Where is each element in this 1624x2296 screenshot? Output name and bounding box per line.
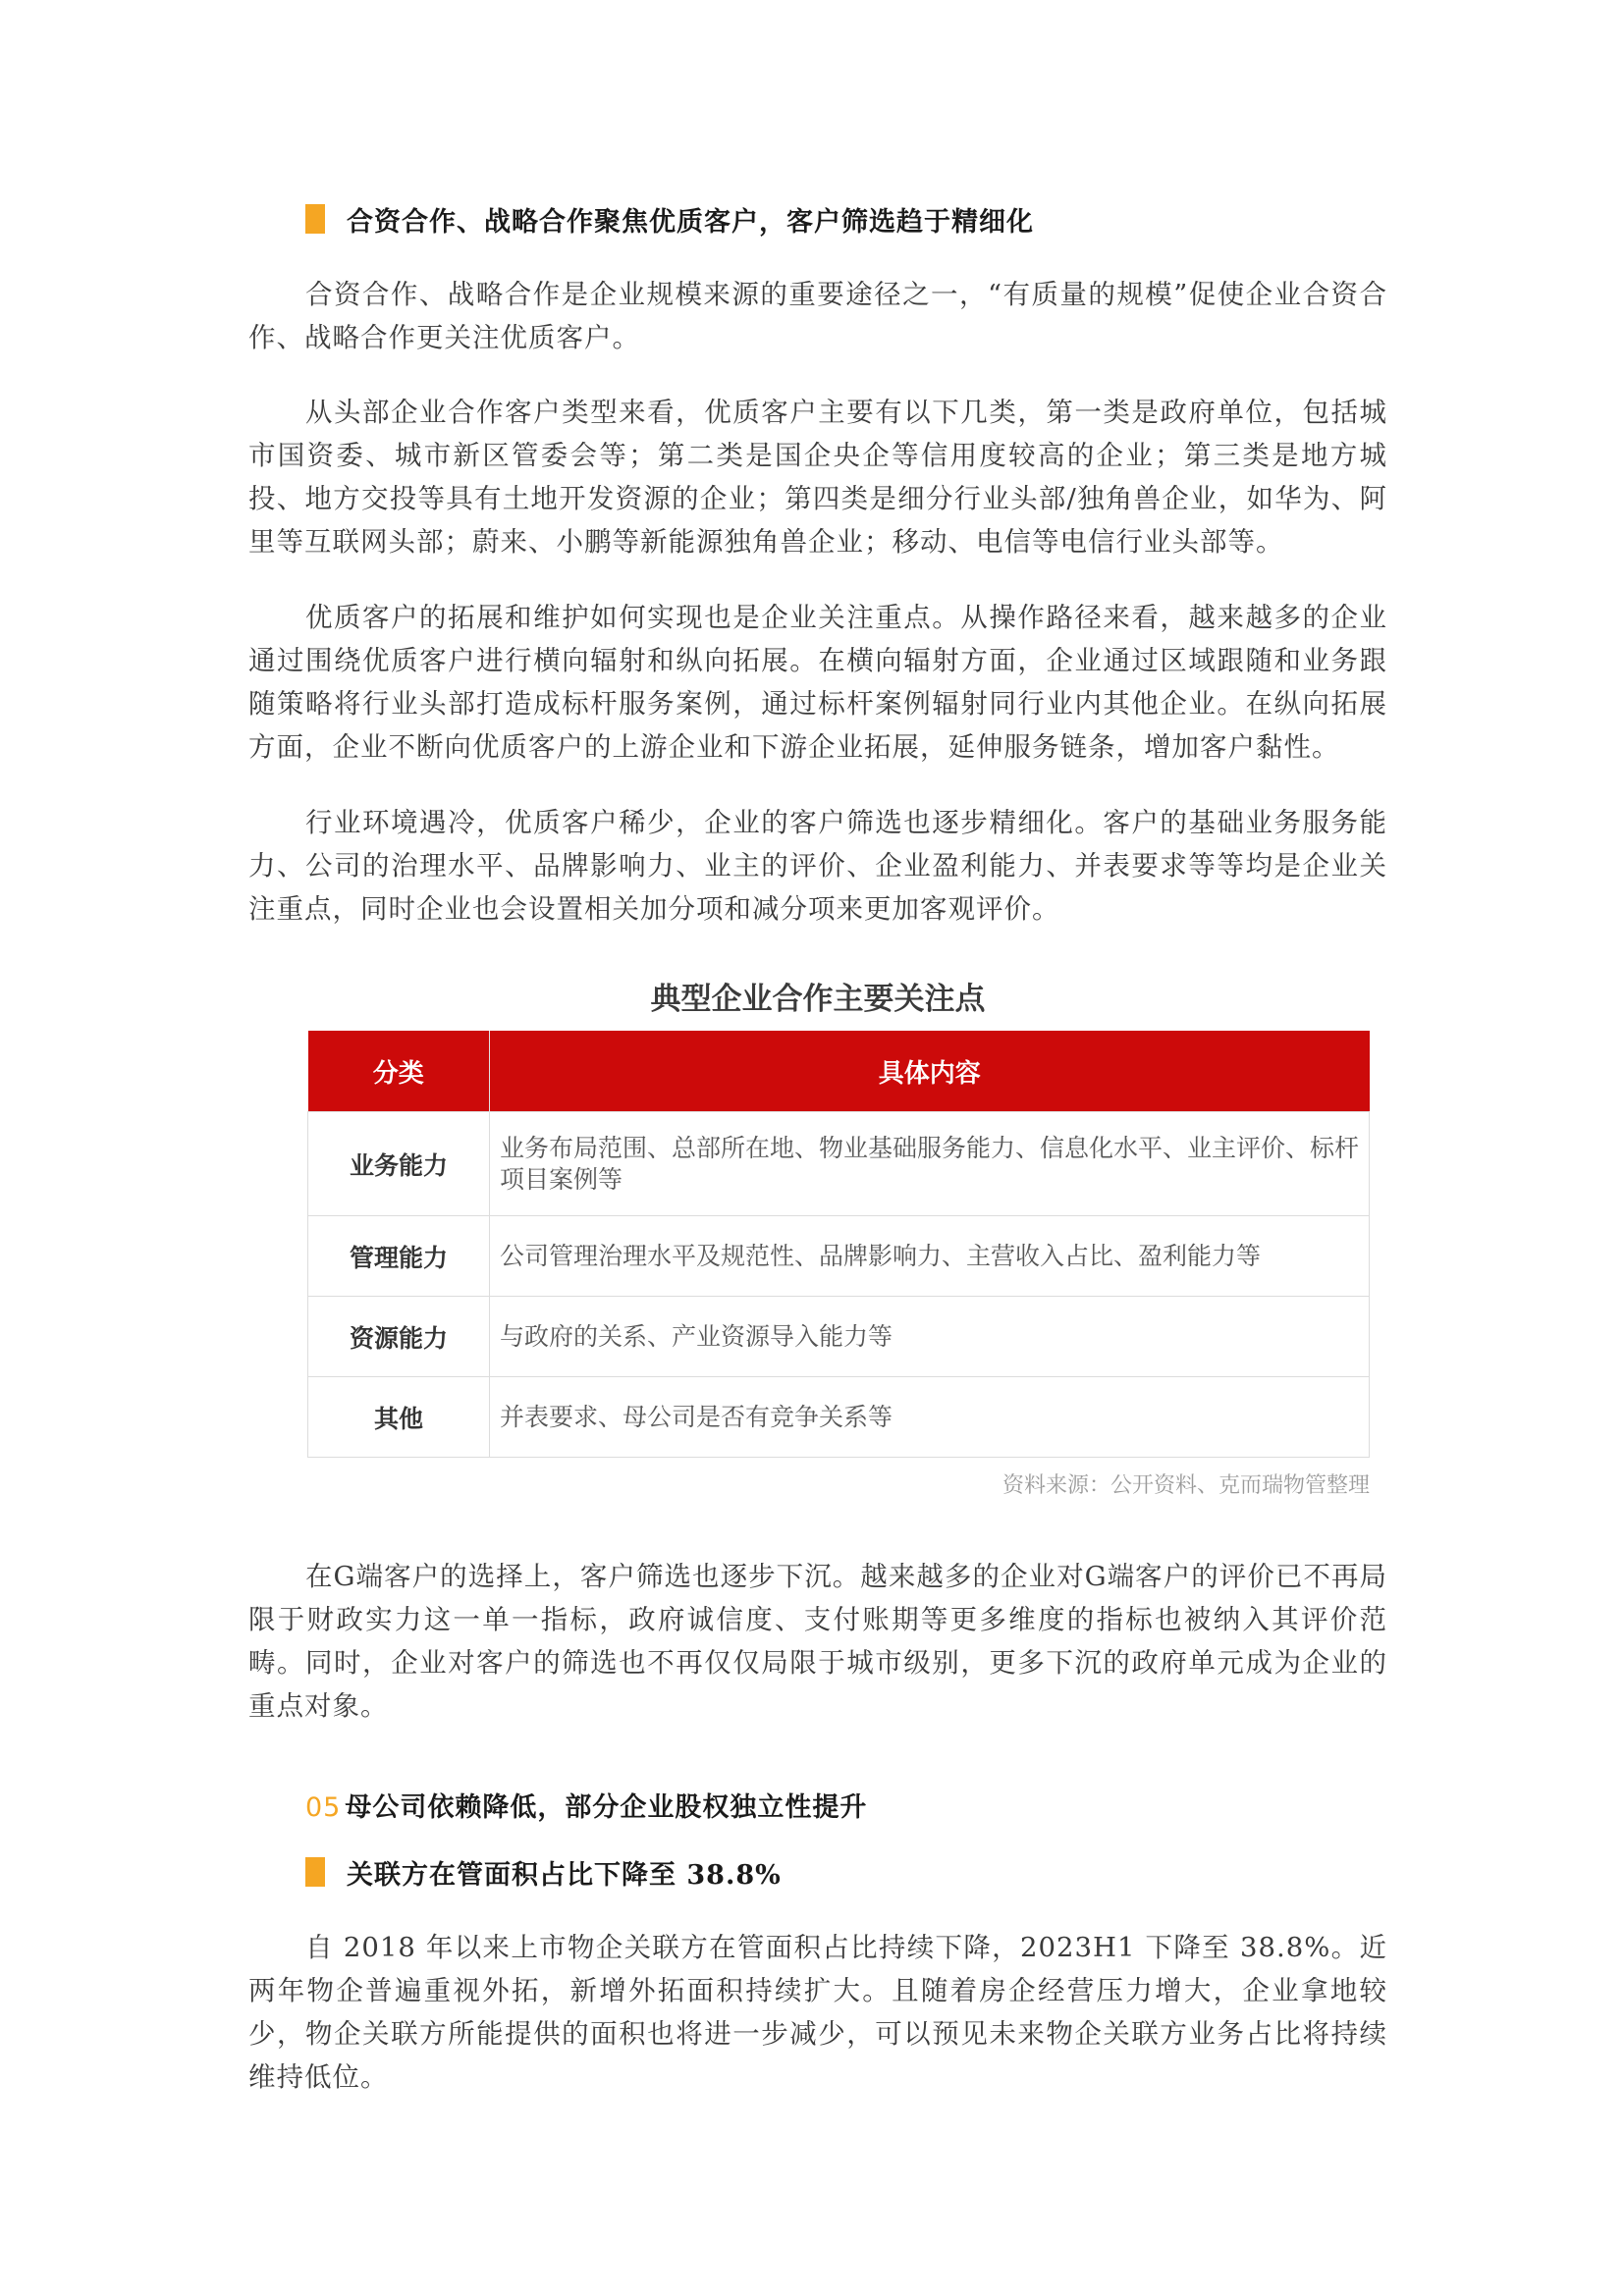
table-row	[308, 1297, 1370, 1377]
row-content: 与政府的关系、产业资源导入能力等	[490, 1297, 1370, 1377]
orange-bullet-marker	[305, 204, 325, 234]
row-content: 业务布局范围、总部所在地、物业基础服务能力、信息化水平、业主评价、标杆项目案例等	[490, 1112, 1370, 1216]
section-heading	[248, 1852, 782, 1892]
paragraph: 自 2018 年以来上市物企关联方在管面积占比持续下降，2023H1 下降至 38.8%。近两年物企普遍重视外拓，新增外拓面积持续扩大。且随着房企经营压力增大，企业拿地较少，物企关联方所能提供的面积也将进一步减少，可以预见未来物企关联方业务占比将持续维持低位。	[248, 1932, 1387, 2093]
table-row	[308, 1112, 1370, 1216]
row-category: 业务能力	[308, 1112, 490, 1216]
orange-bullet-marker	[305, 1857, 325, 1887]
section-title: 关联方在管面积占比下降至 38.8%	[347, 1859, 782, 1891]
paragraph: 合资合作、战略合作是企业规模来源的重要途径之一，“有质量的规模”促使企业合资合作、战略合作更关注优质客户。	[248, 279, 1387, 353]
table-title: 典型企业合作主要关注点	[650, 982, 986, 1017]
section-heading	[248, 199, 1034, 239]
chapter-number: 05	[305, 1792, 342, 1823]
paragraph: 优质客户的拓展和维护如何实现也是企业关注重点。从操作路径来看，越来越多的企业通过围绕优质客户进行横向辐射和纵向拓展。在横向辐射方面，企业通过区域跟随和业务跟随策略将行业头部打造成标杆服务案例，通过标杆案例辐射同行业内其他企业。在纵向拓展方面，企业不断向优质客户的上游企业和下游企业拓展，延伸服务链条，增加客户黏性。	[248, 602, 1387, 763]
table-row	[308, 1216, 1370, 1297]
row-content: 并表要求、母公司是否有竞争关系等	[490, 1377, 1370, 1458]
paragraph: 从头部企业合作客户类型来看，优质客户主要有以下几类，第一类是政府单位，包括城市国资委、城市新区管委会等；第二类是国企央企等信用度较高的企业；第三类是地方城投、地方交投等具有土地开发资源的企业；第四类是细分行业头部/独角兽企业，如华为、阿里等互联网头部；蔚来、小鹏等新能源独角兽企业；移动、电信等电信行业头部等。	[248, 397, 1387, 558]
table-source-note: 资料来源：公开资料、克而瑞物管整理	[1001, 1473, 1370, 1498]
row-category: 其他	[308, 1377, 490, 1458]
section-title: 合资合作、战略合作聚焦优质客户，客户筛选趋于精细化	[347, 206, 1034, 238]
table-row	[308, 1377, 1370, 1458]
row-category: 管理能力	[308, 1216, 490, 1297]
chapter-heading	[305, 1786, 867, 1824]
column-header-category: 分类	[308, 1031, 490, 1112]
chapter-title: 母公司依赖降低，部分企业股权独立性提升	[345, 1792, 868, 1823]
cooperation-focus-table	[307, 1031, 1370, 1458]
column-header-content: 具体内容	[490, 1031, 1370, 1112]
paragraph: 在G端客户的选择上，客户筛选也逐步下沉。越来越多的企业对G端客户的评价已不再局限于财政实力这一单一指标，政府诚信度、支付账期等更多维度的指标也被纳入其评价范畴。同时，企业对客户的筛选也不再仅仅局限于城市级别，更多下沉的政府单元成为企业的重点对象。	[248, 1561, 1387, 1722]
row-content: 公司管理治理水平及规范性、品牌影响力、主营收入占比、盈利能力等	[490, 1216, 1370, 1297]
paragraph: 行业环境遇冷，优质客户稀少，企业的客户筛选也逐步精细化。客户的基础业务服务能力、公司的治理水平、品牌影响力、业主的评价、企业盈利能力、并表要求等等均是企业关注重点，同时企业也会设置相关加分项和减分项来更加客观评价。	[248, 807, 1387, 925]
row-category: 资源能力	[308, 1297, 490, 1377]
table-header-row	[308, 1031, 1370, 1112]
